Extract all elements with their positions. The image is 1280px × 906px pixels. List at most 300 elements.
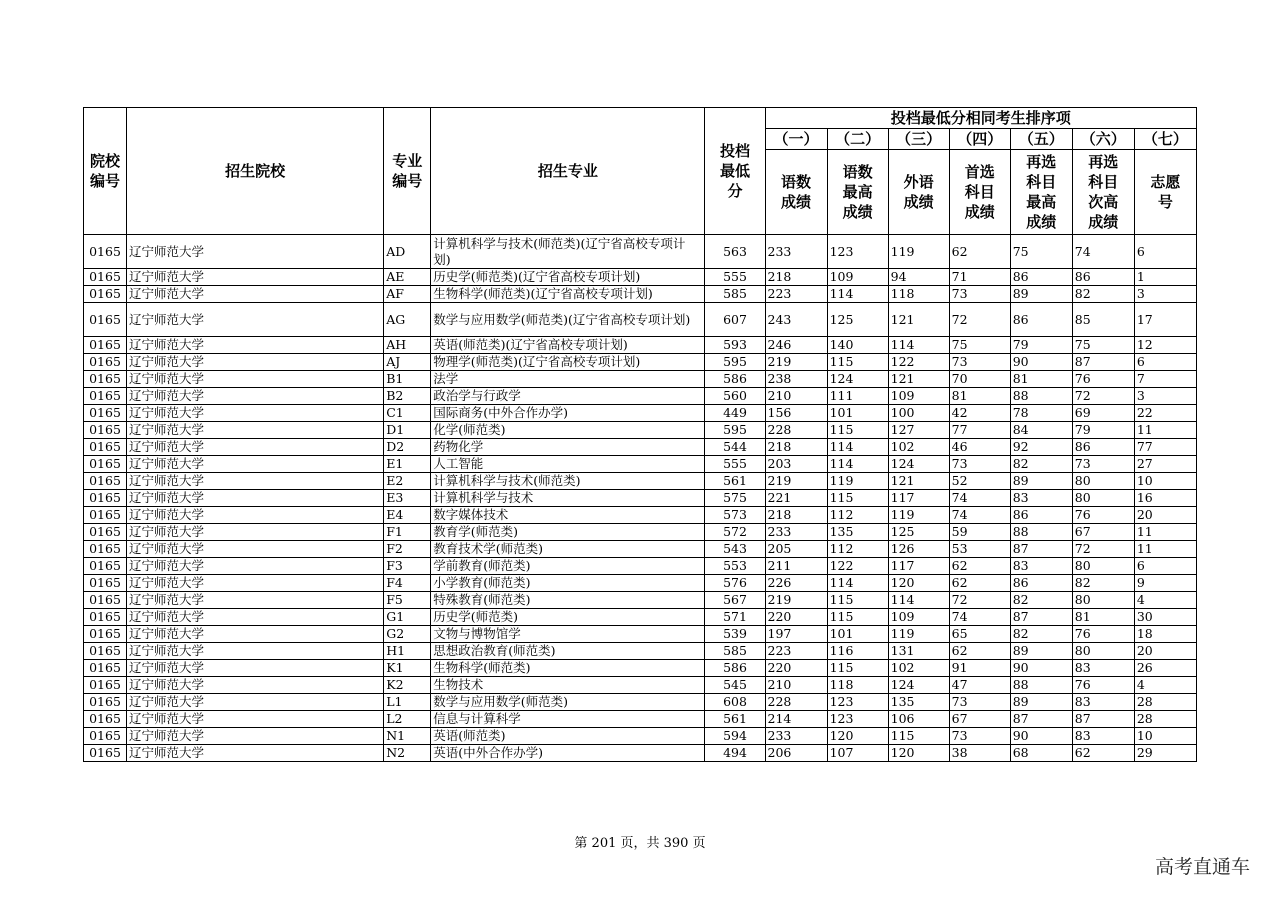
table-cell: 83 — [1010, 558, 1072, 575]
table-cell: 81 — [1010, 371, 1072, 388]
table-cell: 75 — [1072, 337, 1134, 354]
table-cell: 1 — [1134, 269, 1196, 286]
table-cell: 85 — [1072, 303, 1134, 337]
table-cell: 586 — [705, 371, 765, 388]
table-cell: 0165 — [84, 439, 127, 456]
table-cell: 218 — [765, 507, 827, 524]
table-cell: G2 — [384, 626, 431, 643]
table-cell: F2 — [384, 541, 431, 558]
table-cell: 561 — [705, 711, 765, 728]
table-cell: 117 — [888, 558, 949, 575]
table-cell: 106 — [888, 711, 949, 728]
table-cell: 607 — [705, 303, 765, 337]
table-cell: 0165 — [84, 592, 127, 609]
table-cell: 28 — [1134, 711, 1196, 728]
table-cell: AH — [384, 337, 431, 354]
table-cell: 123 — [827, 711, 888, 728]
table-cell: 数字媒体技术 — [431, 507, 705, 524]
table-cell: 人工智能 — [431, 456, 705, 473]
header-sub-3: 外语成绩 — [888, 150, 949, 235]
table-cell: 78 — [1010, 405, 1072, 422]
table-cell: AF — [384, 286, 431, 303]
table-row — [84, 694, 1197, 711]
header-sub-6: 再选科目次高成绩 — [1072, 150, 1134, 235]
header-group-5: （五） — [1010, 129, 1072, 150]
table-cell: 233 — [765, 235, 827, 269]
table-cell: 84 — [1010, 422, 1072, 439]
table-cell: 561 — [705, 473, 765, 490]
table-cell: 80 — [1072, 643, 1134, 660]
table-cell: 82 — [1010, 592, 1072, 609]
table-row — [84, 626, 1197, 643]
table-cell: 生物技术 — [431, 677, 705, 694]
table-cell: 75 — [949, 337, 1010, 354]
table-cell: 218 — [765, 269, 827, 286]
table-cell: B1 — [384, 371, 431, 388]
table-cell: 135 — [827, 524, 888, 541]
table-row — [84, 354, 1197, 371]
table-cell: 73 — [949, 286, 1010, 303]
table-cell: 辽宁师范大学 — [127, 371, 384, 388]
table-row — [84, 422, 1197, 439]
page-footer: 第 201 页，共 390 页 — [574, 836, 706, 851]
table-cell: 79 — [1072, 422, 1134, 439]
table-cell: 81 — [949, 388, 1010, 405]
table-cell: 9 — [1134, 575, 1196, 592]
table-cell: 68 — [1010, 745, 1072, 762]
table-cell: 94 — [888, 269, 949, 286]
table-row — [84, 524, 1197, 541]
table-cell: 114 — [827, 456, 888, 473]
table-cell: 74 — [949, 609, 1010, 626]
table-cell: 62 — [949, 558, 1010, 575]
header-group-3: （三） — [888, 129, 949, 150]
table-cell: 思想政治教育(师范类) — [431, 643, 705, 660]
table-cell: 205 — [765, 541, 827, 558]
table-cell: 118 — [888, 286, 949, 303]
admission-score-table — [83, 107, 1197, 762]
header-group-7: （七） — [1134, 129, 1196, 150]
table-cell: 127 — [888, 422, 949, 439]
table-cell: 89 — [1010, 643, 1072, 660]
table-cell: 辽宁师范大学 — [127, 524, 384, 541]
table-cell: 英语(师范类)(辽宁省高校专项计划) — [431, 337, 705, 354]
table-cell: 82 — [1072, 575, 1134, 592]
table-cell: 26 — [1134, 660, 1196, 677]
table-cell: 90 — [1010, 728, 1072, 745]
table-cell: 119 — [827, 473, 888, 490]
table-cell: 0165 — [84, 728, 127, 745]
header-school: 招生院校 — [127, 108, 384, 235]
table-cell: 86 — [1072, 269, 1134, 286]
table-cell: 英语(中外合作办学) — [431, 745, 705, 762]
table-cell: 信息与计算科学 — [431, 711, 705, 728]
table-cell: 69 — [1072, 405, 1134, 422]
header-sub-7: 志愿号 — [1134, 150, 1196, 235]
table-cell: 0165 — [84, 235, 127, 269]
header-tiebreak-title: 投档最低分相同考生排序项 — [765, 108, 1196, 129]
table-cell: 112 — [827, 507, 888, 524]
header-sub-5: 再选科目最高成绩 — [1010, 150, 1072, 235]
table-cell: 辽宁师范大学 — [127, 507, 384, 524]
table-cell: 辽宁师范大学 — [127, 558, 384, 575]
table-cell: 77 — [1134, 439, 1196, 456]
table-cell: F4 — [384, 575, 431, 592]
table-cell: 86 — [1010, 575, 1072, 592]
table-cell: 27 — [1134, 456, 1196, 473]
table-cell: 125 — [827, 303, 888, 337]
table-cell: C1 — [384, 405, 431, 422]
table-cell: 80 — [1072, 592, 1134, 609]
table-cell: 119 — [888, 626, 949, 643]
table-cell: 11 — [1134, 541, 1196, 558]
table-cell: L2 — [384, 711, 431, 728]
table-cell: 0165 — [84, 575, 127, 592]
table-row — [84, 541, 1197, 558]
table-cell: 571 — [705, 609, 765, 626]
table-cell: 82 — [1010, 626, 1072, 643]
table-cell: 0165 — [84, 507, 127, 524]
table-cell: 210 — [765, 677, 827, 694]
table-cell: 89 — [1010, 694, 1072, 711]
table-cell: 74 — [949, 507, 1010, 524]
table-cell: 585 — [705, 643, 765, 660]
table-cell: 65 — [949, 626, 1010, 643]
table-cell: 109 — [888, 609, 949, 626]
table-cell: 4 — [1134, 592, 1196, 609]
table-cell: 22 — [1134, 405, 1196, 422]
table-cell: 辽宁师范大学 — [127, 269, 384, 286]
table-cell: 辽宁师范大学 — [127, 439, 384, 456]
table-cell: 88 — [1010, 388, 1072, 405]
table-cell: 0165 — [84, 303, 127, 337]
table-cell: 87 — [1010, 711, 1072, 728]
table-cell: 120 — [888, 575, 949, 592]
table-cell: E4 — [384, 507, 431, 524]
table-cell: AJ — [384, 354, 431, 371]
table-cell: 12 — [1134, 337, 1196, 354]
table-cell: 246 — [765, 337, 827, 354]
table-cell: 210 — [765, 388, 827, 405]
table-cell: E3 — [384, 490, 431, 507]
table-cell: 辽宁师范大学 — [127, 643, 384, 660]
table-cell: 83 — [1072, 728, 1134, 745]
table-cell: 73 — [949, 354, 1010, 371]
table-cell: 86 — [1010, 507, 1072, 524]
header-sub-1: 语数成绩 — [765, 150, 827, 235]
table-cell: 29 — [1134, 745, 1196, 762]
table-cell: 120 — [827, 728, 888, 745]
table-cell: 辽宁师范大学 — [127, 711, 384, 728]
header-major-code: 专业编号 — [384, 108, 431, 235]
table-cell: 0165 — [84, 524, 127, 541]
table-cell: 539 — [705, 626, 765, 643]
table-row — [84, 269, 1197, 286]
table-cell: 75 — [1010, 235, 1072, 269]
table-cell: 156 — [765, 405, 827, 422]
table-cell: 560 — [705, 388, 765, 405]
table-cell: 233 — [765, 728, 827, 745]
table-cell: 0165 — [84, 660, 127, 677]
table-cell: 计算机科学与技术(师范类) — [431, 473, 705, 490]
table-cell: 114 — [888, 337, 949, 354]
table-cell: 87 — [1010, 609, 1072, 626]
table-cell: 91 — [949, 660, 1010, 677]
table-cell: 10 — [1134, 728, 1196, 745]
table-cell: 0165 — [84, 490, 127, 507]
table-cell: 83 — [1072, 660, 1134, 677]
table-cell: 83 — [1072, 694, 1134, 711]
header-school-code: 院校编号 — [84, 108, 127, 235]
table-row — [84, 303, 1197, 337]
table-cell: 124 — [888, 677, 949, 694]
table-cell: 生物科学(师范类) — [431, 660, 705, 677]
table-row — [84, 592, 1197, 609]
table-cell: 114 — [827, 439, 888, 456]
table-cell: 计算机科学与技术(师范类)(辽宁省高校专项计划) — [431, 235, 705, 269]
table-row — [84, 405, 1197, 422]
table-cell: 71 — [949, 269, 1010, 286]
table-cell: 学前教育(师范类) — [431, 558, 705, 575]
table-cell: 38 — [949, 745, 1010, 762]
table-cell: D2 — [384, 439, 431, 456]
table-cell: 114 — [827, 286, 888, 303]
table-row — [84, 235, 1197, 269]
table-cell: K1 — [384, 660, 431, 677]
table-cell: 80 — [1072, 473, 1134, 490]
table-cell: 608 — [705, 694, 765, 711]
table-cell: 0165 — [84, 694, 127, 711]
table-cell: 6 — [1134, 558, 1196, 575]
table-cell: 220 — [765, 660, 827, 677]
table-cell: E2 — [384, 473, 431, 490]
table-cell: 115 — [888, 728, 949, 745]
table-cell: 109 — [888, 388, 949, 405]
table-cell: F3 — [384, 558, 431, 575]
table-cell: 203 — [765, 456, 827, 473]
table-cell: 辽宁师范大学 — [127, 609, 384, 626]
table-cell: 221 — [765, 490, 827, 507]
table-cell: 76 — [1072, 677, 1134, 694]
table-cell: 102 — [888, 439, 949, 456]
table-cell: 0165 — [84, 643, 127, 660]
table-cell: 595 — [705, 422, 765, 439]
table-cell: 67 — [1072, 524, 1134, 541]
table-cell: 544 — [705, 439, 765, 456]
table-cell: 辽宁师范大学 — [127, 541, 384, 558]
table-cell: 辽宁师范大学 — [127, 490, 384, 507]
table-cell: 219 — [765, 354, 827, 371]
table-cell: 文物与博物馆学 — [431, 626, 705, 643]
table-cell: B2 — [384, 388, 431, 405]
table-cell: 90 — [1010, 660, 1072, 677]
table-cell: 0165 — [84, 609, 127, 626]
table-cell: 辽宁师范大学 — [127, 592, 384, 609]
table-cell: 0165 — [84, 541, 127, 558]
table-cell: 化学(师范类) — [431, 422, 705, 439]
table-cell: 102 — [888, 660, 949, 677]
table-cell: 112 — [827, 541, 888, 558]
table-cell: 119 — [888, 507, 949, 524]
table-cell: 115 — [827, 660, 888, 677]
table-cell: 197 — [765, 626, 827, 643]
table-cell: 历史学(师范类) — [431, 609, 705, 626]
table-cell: 16 — [1134, 490, 1196, 507]
table-cell: 47 — [949, 677, 1010, 694]
table-cell: 辽宁师范大学 — [127, 235, 384, 269]
table-cell: 4 — [1134, 677, 1196, 694]
table-cell: 238 — [765, 371, 827, 388]
header-group-4: （四） — [949, 129, 1010, 150]
table-cell: 物理学(师范类)(辽宁省高校专项计划) — [431, 354, 705, 371]
table-cell: 87 — [1072, 711, 1134, 728]
table-cell: 494 — [705, 745, 765, 762]
table-cell: 30 — [1134, 609, 1196, 626]
table-cell: 87 — [1072, 354, 1134, 371]
table-cell: 219 — [765, 592, 827, 609]
table-cell: 214 — [765, 711, 827, 728]
table-cell: 223 — [765, 286, 827, 303]
table-cell: 114 — [888, 592, 949, 609]
table-cell: 0165 — [84, 677, 127, 694]
table-row — [84, 745, 1197, 762]
table-cell: 0165 — [84, 371, 127, 388]
table-cell: 586 — [705, 660, 765, 677]
table-cell: 140 — [827, 337, 888, 354]
table-cell: 124 — [827, 371, 888, 388]
table-row — [84, 711, 1197, 728]
table-cell: 辽宁师范大学 — [127, 388, 384, 405]
table-cell: 72 — [1072, 541, 1134, 558]
table-cell: 11 — [1134, 524, 1196, 541]
table-cell: 73 — [949, 456, 1010, 473]
table-cell: 74 — [1072, 235, 1134, 269]
table-cell: 18 — [1134, 626, 1196, 643]
table-cell: 87 — [1010, 541, 1072, 558]
table-cell: 206 — [765, 745, 827, 762]
table-cell: 92 — [1010, 439, 1072, 456]
table-cell: 124 — [888, 456, 949, 473]
table-row — [84, 337, 1197, 354]
table-cell: 111 — [827, 388, 888, 405]
table-row — [84, 456, 1197, 473]
table-cell: 辽宁师范大学 — [127, 422, 384, 439]
table-cell: 小学教育(师范类) — [431, 575, 705, 592]
table-cell: 政治学与行政学 — [431, 388, 705, 405]
table-cell: 特殊教育(师范类) — [431, 592, 705, 609]
table-cell: 116 — [827, 643, 888, 660]
table-cell: E1 — [384, 456, 431, 473]
table-cell: L1 — [384, 694, 431, 711]
table-cell: 100 — [888, 405, 949, 422]
table-cell: 76 — [1072, 507, 1134, 524]
table-cell: 120 — [888, 745, 949, 762]
table-row — [84, 473, 1197, 490]
table-cell: 89 — [1010, 286, 1072, 303]
table-cell: 0165 — [84, 745, 127, 762]
table-cell: 59 — [949, 524, 1010, 541]
table-cell: 72 — [949, 303, 1010, 337]
table-cell: 595 — [705, 354, 765, 371]
table-cell: 123 — [827, 694, 888, 711]
table-cell: 0165 — [84, 473, 127, 490]
table-cell: 575 — [705, 490, 765, 507]
table-cell: 449 — [705, 405, 765, 422]
table-cell: 英语(师范类) — [431, 728, 705, 745]
table-cell: AE — [384, 269, 431, 286]
table-row — [84, 677, 1197, 694]
table-cell: 0165 — [84, 286, 127, 303]
table-cell: 220 — [765, 609, 827, 626]
table-cell: 88 — [1010, 524, 1072, 541]
table-cell: 82 — [1072, 286, 1134, 303]
table-cell: 6 — [1134, 354, 1196, 371]
table-cell: K2 — [384, 677, 431, 694]
table-cell: 辽宁师范大学 — [127, 626, 384, 643]
table-cell: 86 — [1010, 303, 1072, 337]
table-cell: 62 — [1072, 745, 1134, 762]
table-cell: 594 — [705, 728, 765, 745]
table-cell: 74 — [949, 490, 1010, 507]
table-cell: 567 — [705, 592, 765, 609]
table-cell: 126 — [888, 541, 949, 558]
table-cell: 辽宁师范大学 — [127, 337, 384, 354]
table-cell: 42 — [949, 405, 1010, 422]
table-cell: 62 — [949, 643, 1010, 660]
table-cell: 573 — [705, 507, 765, 524]
table-cell: 数学与应用数学(师范类)(辽宁省高校专项计划) — [431, 303, 705, 337]
table-cell: F5 — [384, 592, 431, 609]
table-row — [84, 575, 1197, 592]
table-cell: G1 — [384, 609, 431, 626]
table-cell: 101 — [827, 405, 888, 422]
table-cell: 62 — [949, 235, 1010, 269]
table-cell: 122 — [888, 354, 949, 371]
table-cell: 辽宁师范大学 — [127, 660, 384, 677]
table-cell: 555 — [705, 269, 765, 286]
table-cell: 辽宁师范大学 — [127, 354, 384, 371]
table-cell: 辽宁师范大学 — [127, 303, 384, 337]
header-sub-2: 语数最高成绩 — [827, 150, 888, 235]
table-row — [84, 371, 1197, 388]
table-cell: 211 — [765, 558, 827, 575]
table-cell: 82 — [1010, 456, 1072, 473]
table-cell: 553 — [705, 558, 765, 575]
table-cell: 86 — [1010, 269, 1072, 286]
table-cell: 576 — [705, 575, 765, 592]
table-cell: 28 — [1134, 694, 1196, 711]
table-cell: 7 — [1134, 371, 1196, 388]
table-cell: 计算机科学与技术 — [431, 490, 705, 507]
table-cell: 药物化学 — [431, 439, 705, 456]
table-cell: 228 — [765, 694, 827, 711]
table-cell: 80 — [1072, 490, 1134, 507]
table-cell: 593 — [705, 337, 765, 354]
table-cell: 0165 — [84, 269, 127, 286]
table-cell: 3 — [1134, 388, 1196, 405]
table-cell: 73 — [949, 694, 1010, 711]
table-cell: 辽宁师范大学 — [127, 286, 384, 303]
table-cell: 11 — [1134, 422, 1196, 439]
table-cell: 121 — [888, 303, 949, 337]
table-cell: 3 — [1134, 286, 1196, 303]
table-cell: 72 — [1072, 388, 1134, 405]
table-cell: 辽宁师范大学 — [127, 456, 384, 473]
table-cell: 0165 — [84, 354, 127, 371]
table-cell: 76 — [1072, 371, 1134, 388]
table-cell: 历史学(师范类)(辽宁省高校专项计划) — [431, 269, 705, 286]
table-cell: 52 — [949, 473, 1010, 490]
